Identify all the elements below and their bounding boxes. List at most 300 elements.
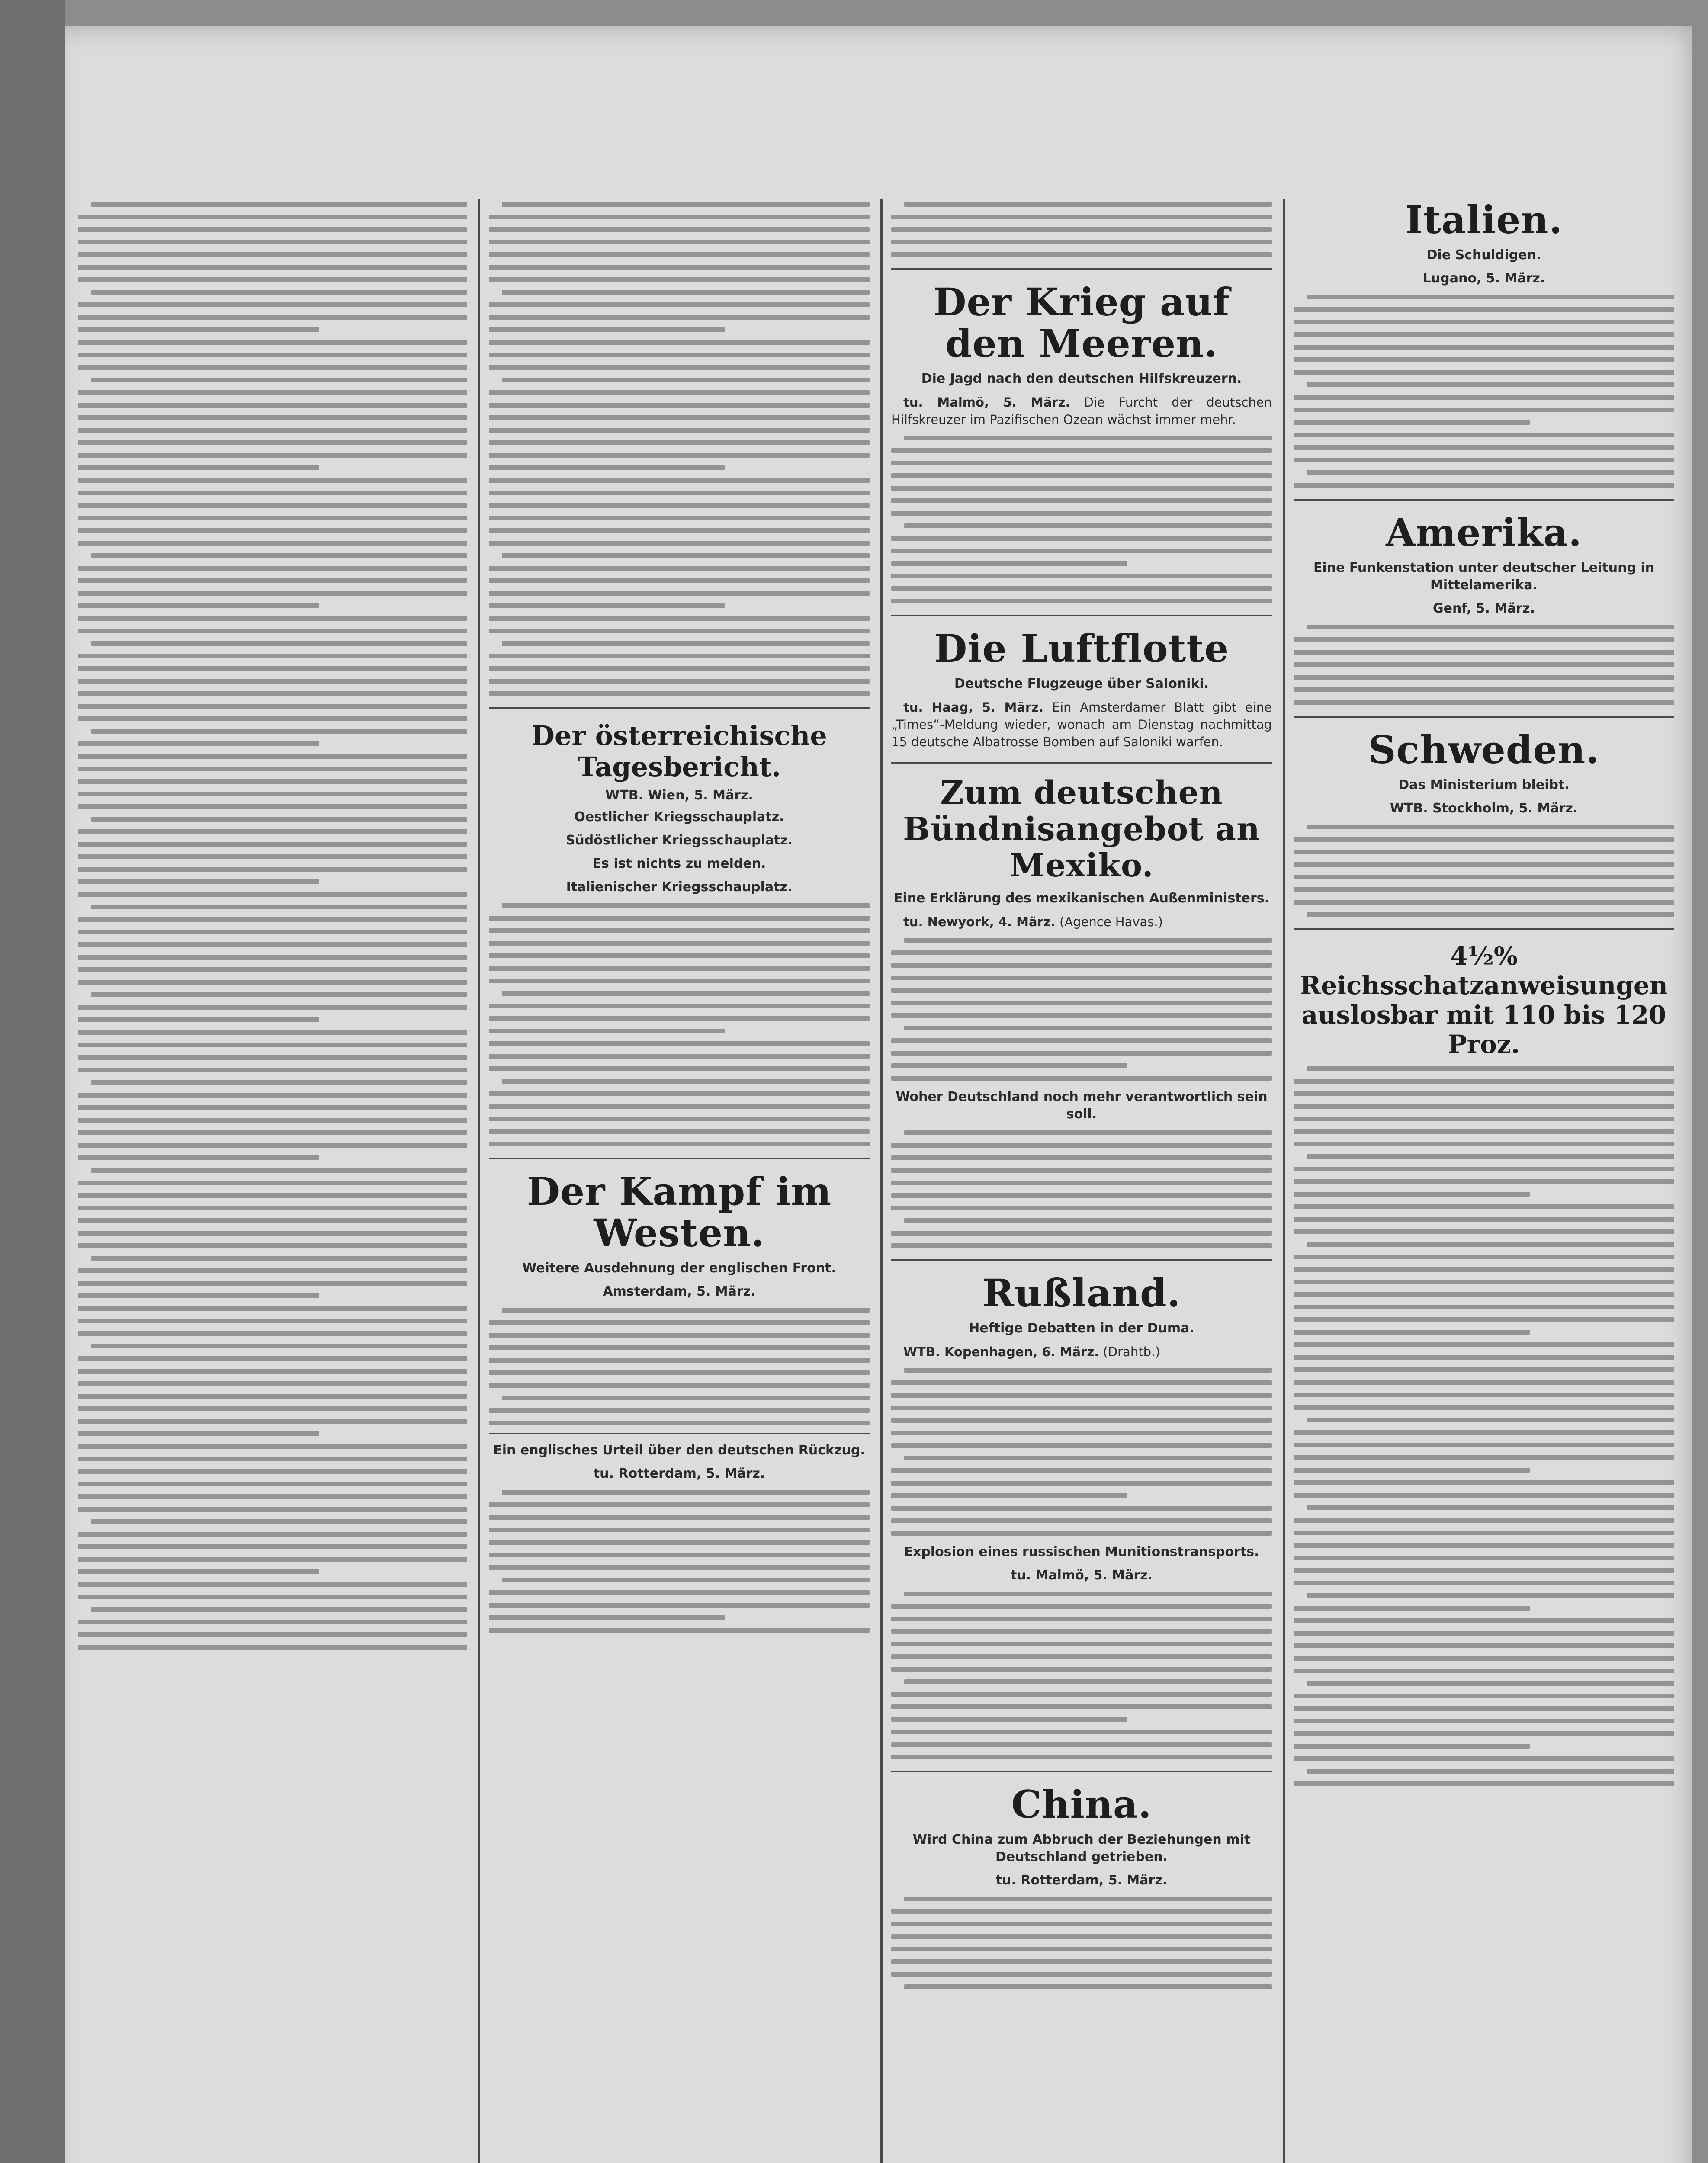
text-line [489,491,870,495]
text-line [1294,1305,1674,1309]
text-line [91,1256,467,1261]
text-line [489,1421,870,1425]
text-line [489,528,870,533]
text-line [78,917,467,922]
text-line [1294,420,1530,425]
text-line [1294,1480,1674,1485]
headline-italien: Italien. [1405,197,1563,242]
text-line [78,603,319,608]
text-line [78,741,319,746]
text-line [489,1054,870,1059]
article-body [891,938,1272,1081]
text-line [1294,1543,1674,1548]
text-line [78,1394,467,1399]
text-line [489,1029,725,1033]
text-line [78,1569,319,1574]
text-line [904,1592,1272,1596]
text-line [891,473,1272,478]
text-line [1307,1681,1674,1686]
dateline: WTB. Stockholm, 5. März. [1390,801,1578,816]
text-line [78,240,467,244]
text-line [1294,1468,1530,1473]
text-line [78,327,319,332]
text-line [1294,1317,1674,1322]
section-line: Italienischer Kriegsschauplatz. [566,879,793,895]
text-line [489,1628,870,1633]
dateline: tu. Malmö, 5. März. [1010,1568,1153,1583]
text-line [91,1080,467,1085]
text-line [489,1408,870,1413]
text-line [1294,1455,1674,1460]
text-line [489,340,870,345]
text-line [489,1590,870,1595]
text-line [891,511,1272,516]
text-line [891,1181,1272,1185]
text-line [891,1909,1272,1914]
text-line [78,754,467,759]
text-line [78,1494,467,1499]
text-line [489,1333,870,1338]
text-line [904,1897,1272,1901]
text-line [78,980,467,985]
article-body [891,1130,1272,1248]
text-line [78,1306,467,1311]
text-line [891,1001,1272,1005]
text-line [1294,433,1674,437]
text-line [489,666,870,671]
text-line [1294,650,1674,655]
text-line [891,1155,1272,1160]
text-line [78,252,467,257]
text-line [78,1319,467,1323]
subheadline: Ein englisches Urteil über den deutschen Rückzug. [493,1443,865,1458]
text-line [91,290,467,295]
text-line [78,1582,467,1587]
text-line [489,629,870,633]
text-line [91,729,467,734]
text-line [1307,470,1674,475]
text-line [1294,675,1674,680]
text-line [1294,1091,1674,1096]
text-line [904,1984,1272,1989]
text-line [1294,700,1674,705]
text-line [489,541,870,546]
text-line [502,1396,870,1400]
divider [891,1771,1272,1772]
text-line [78,503,467,508]
text-line [489,478,870,483]
text-line [1294,1355,1674,1360]
text-line [489,953,870,958]
article-body [891,202,1272,257]
text-line [891,1418,1272,1423]
text-line [891,252,1272,257]
text-line [78,1331,467,1336]
text-line [78,365,467,370]
text-line [904,1456,1272,1460]
text-line [489,240,870,244]
text-line [78,1507,467,1512]
text-line [78,804,467,809]
text-line [891,1013,1272,1018]
text-line [891,1506,1272,1511]
headline-westen: Der Kampf im Westen. [527,1169,832,1255]
lead-text: (Drahtb.) [1103,1345,1160,1359]
text-line [1294,1167,1674,1171]
text-line [91,817,467,822]
text-line [502,991,870,996]
subheadline: Deutsche Flugzeuge über Saloniki. [954,676,1209,691]
text-line [489,654,870,658]
article-body [1294,625,1674,705]
text-line [78,654,467,658]
text-line [891,1076,1272,1081]
text-line [78,1482,467,1486]
text-line [489,403,870,408]
subheadline: Eine Erklärung des mexikanischen Außenministers. [893,891,1270,906]
text-line [489,691,870,696]
text-line [489,1345,870,1350]
text-line [891,549,1272,553]
headline-china: China. [1011,1782,1152,1827]
text-line [489,941,870,946]
section-line: Südöstlicher Kriegsschauplatz. [565,833,793,848]
text-line [891,1406,1272,1410]
text-line [78,616,467,621]
text-line [78,1632,467,1637]
text-line [78,1281,467,1286]
subheadline: Heftige Debatten in der Duma. [969,1321,1194,1336]
text-line [891,988,1272,993]
text-line [1294,1117,1674,1121]
text-line [489,1016,870,1021]
text-line [1294,307,1674,312]
text-line [1294,1342,1674,1347]
headline-mexiko: Zum deutschen Bündnisangebot an Mexiko. [903,774,1260,884]
text-line [891,1959,1272,1964]
text-line [78,1419,467,1424]
text-line [502,1578,870,1582]
text-line [78,1406,467,1411]
text-line [1294,1493,1674,1498]
text-line [78,842,467,847]
text-line [891,1468,1272,1473]
text-line [891,1742,1272,1747]
text-line [78,1030,467,1035]
text-line [1294,1694,1674,1698]
text-line [891,950,1272,955]
text-line [502,903,870,908]
text-line [1294,345,1674,350]
text-line [1294,1405,1674,1410]
text-line [78,415,467,420]
text-line [489,916,870,921]
text-line [1294,1631,1674,1636]
text-line [78,227,467,232]
text-line [891,1642,1272,1646]
text-line [489,1091,870,1096]
text-line [489,1041,870,1046]
text-line [78,779,467,784]
column-3 [891,195,1272,2163]
text-line [1294,1756,1674,1761]
text-line [1294,850,1674,854]
text-line [904,1368,1272,1373]
text-line [1307,825,1674,829]
text-line [489,415,870,420]
text-line [1294,900,1674,905]
text-line [891,586,1272,591]
text-line [891,561,1127,566]
text-line [1294,1568,1674,1573]
text-line [489,453,870,458]
text-line [891,1972,1272,1977]
text-line [891,1730,1272,1734]
text-line [891,1604,1272,1609]
text-line [78,578,467,583]
text-line [1294,445,1674,450]
text-line [891,227,1272,232]
text-line [78,403,467,408]
text-line [1294,1618,1674,1623]
text-line [1294,837,1674,842]
text-line [891,1667,1272,1672]
text-line [78,440,467,445]
text-line [891,1947,1272,1951]
text-line [489,1615,725,1620]
text-line [1294,320,1674,324]
text-line [891,536,1272,541]
text-line [891,1143,1272,1148]
text-line [489,428,870,433]
text-line [891,574,1272,578]
text-line [489,1104,870,1109]
text-line [1307,1066,1674,1071]
text-line [1294,1380,1674,1385]
divider [489,1158,870,1159]
text-line [91,1607,467,1612]
text-line [891,1206,1272,1210]
text-line [891,1380,1272,1385]
text-line [78,691,467,696]
text-line [489,603,725,608]
text-line [1294,357,1674,362]
text-line [891,1934,1272,1939]
text-line [1294,1706,1674,1711]
lead-paragraph [891,1343,1272,1361]
text-line [502,1079,870,1084]
text-line [1294,875,1674,879]
column-rule [880,199,883,2163]
text-line [489,390,870,395]
article-body [891,1897,1272,1989]
dateline: tu. Haag, 5. März. [903,700,1044,715]
text-line [1307,1505,1674,1510]
text-line [91,378,467,382]
text-line [78,955,467,960]
text-line [489,616,870,621]
text-line [1294,370,1674,375]
text-line [78,1431,319,1436]
text-line [891,461,1272,465]
headline-reichsschatz: 4½% Reichsschatzanweisungen auslosbar mit 110 bis 120 Proz. [1300,941,1668,1059]
text-line [891,1038,1272,1043]
text-line [78,528,467,533]
text-line [489,1515,870,1520]
text-line [891,599,1272,603]
text-line [891,498,1272,503]
text-line [78,892,467,897]
article-body [1294,295,1674,488]
text-line [489,465,725,470]
text-line [1294,1104,1674,1109]
text-line [78,930,467,934]
article-body [1294,825,1674,917]
text-line [78,390,467,395]
text-line [78,340,467,345]
divider [489,1433,870,1434]
article-body [489,1308,870,1425]
column-4 [1294,195,1674,2163]
lead-paragraph [891,699,1272,751]
text-line [78,942,467,947]
text-line [91,905,467,909]
text-line [1294,887,1674,892]
text-line [891,1063,1127,1068]
text-line [891,1243,1272,1248]
text-line [489,1320,870,1325]
text-line [1294,1443,1674,1447]
text-line [1294,1255,1674,1259]
text-line [891,1481,1272,1486]
text-line [891,240,1272,244]
text-line [489,1142,870,1146]
text-line [78,302,467,307]
subheadline: Das Ministerium bleibt. [1398,777,1570,793]
text-line [489,265,870,270]
text-line [891,1755,1272,1759]
text-line [1294,1731,1674,1736]
text-line [489,1066,870,1071]
text-line [78,1155,319,1160]
text-line [489,353,870,357]
dateline: WTB. Wien, 5. März. [605,788,753,803]
text-line [1294,1606,1530,1611]
text-line [1294,1656,1674,1661]
text-line [891,1231,1272,1236]
text-line [78,428,467,433]
text-line [78,1469,467,1474]
text-line [78,1068,467,1072]
text-line [891,1393,1272,1398]
text-line [91,1519,467,1524]
dateline: tu. Rotterdam, 5. März. [995,1873,1168,1888]
text-line [1294,483,1674,488]
divider [1294,716,1674,718]
text-line [78,1532,467,1537]
text-line [78,1620,467,1624]
text-line [1294,332,1674,337]
subheadline: Explosion eines russischen Munitionstransports. [904,1544,1259,1560]
text-line [1294,1192,1530,1197]
text-line [502,378,870,382]
text-line [78,541,467,546]
divider [891,268,1272,270]
divider [891,615,1272,616]
text-line [78,1005,467,1010]
text-line [891,1692,1272,1697]
text-line [489,503,870,508]
subheadline: Die Jagd nach den deutschen Hilfskreuzern. [921,371,1242,386]
text-line [78,277,467,282]
text-line [904,1130,1272,1135]
section-line: Oestlicher Kriegsschauplatz. [574,809,784,825]
dateline: WTB. Kopenhagen, 6. März. [903,1345,1099,1359]
text-line [78,1055,467,1060]
text-line [1294,1129,1674,1134]
dateline: tu. Rotterdam, 5. März. [593,1466,765,1481]
text-line [78,1444,467,1449]
text-line [1307,912,1674,917]
text-line [78,1369,467,1374]
text-line [78,465,319,470]
text-line [78,704,467,709]
text-line [891,1443,1272,1448]
text-line [1294,1781,1674,1786]
text-line [502,553,870,558]
text-line [489,1603,870,1608]
text-line [78,265,467,270]
article-body [489,1490,870,1633]
text-line [891,1654,1272,1659]
text-line [78,1118,467,1123]
text-line [78,1218,467,1223]
text-line [78,854,467,859]
text-line [489,1117,870,1121]
text-line [78,1381,467,1386]
column-rule [1283,199,1285,2163]
text-line [891,1922,1272,1926]
text-line [489,1553,870,1557]
text-line [891,1493,1127,1498]
text-line [891,1051,1272,1056]
text-line [78,453,467,458]
text-line [78,1231,467,1236]
text-line [489,1004,870,1008]
text-line [904,1679,1272,1684]
headline-luftflotte: Die Luftflotte [934,626,1229,671]
text-line [91,1344,467,1348]
text-line [78,566,467,571]
text-line [78,1206,467,1210]
text-line [1294,458,1674,462]
text-line [891,963,1272,968]
text-line [489,928,870,933]
text-line [891,1704,1272,1709]
text-line [904,1026,1272,1030]
subheadline: Wird China zum Abbruch der Beziehungen mit Deutschland getrieben. [912,1832,1251,1865]
text-line [891,1629,1272,1634]
text-line [891,1518,1272,1523]
text-line [78,679,467,684]
text-line [78,1268,467,1273]
text-line [891,1168,1272,1173]
headline-amerika: Amerika. [1386,510,1582,555]
article-body [1294,1066,1674,1786]
text-line [1294,1292,1674,1297]
text-line [78,1293,319,1298]
text-line [78,1544,467,1549]
